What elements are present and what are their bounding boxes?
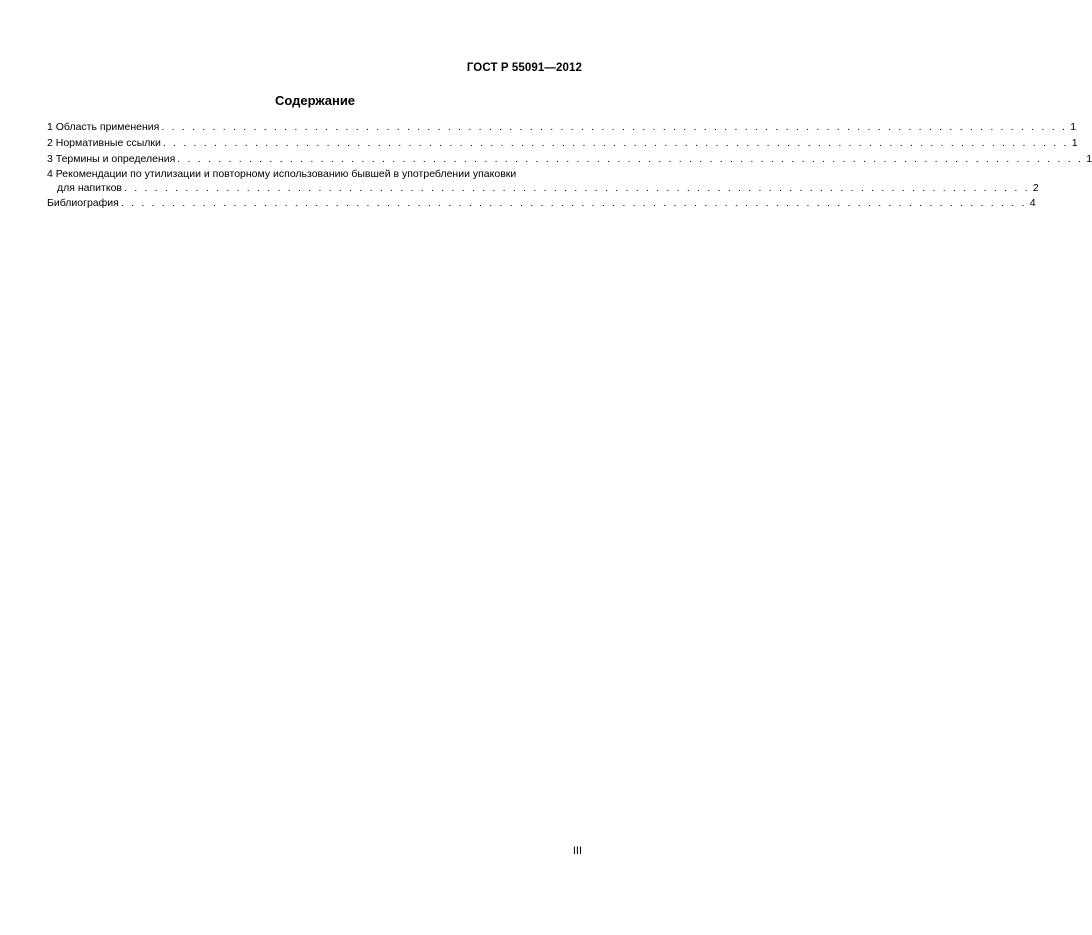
toc-leader-dots: . . . . . . . . . . . . . . . . . . . . . . . . . . . . . . . . . . . . . . . . . . . . . . . . . . . . . . . . . . . . . . . . . . . . . . . . . . . . . . . . . . . . . . . . . [177, 153, 1084, 165]
toc-leader-dots: . . . . . . . . . . . . . . . . . . . . . . . . . . . . . . . . . . . . . . . . . . . . . . . . . . . . . . . . . . . . . . . . . . . . . . . . . . . . . . . . . . . . . . . . . [123, 182, 1030, 194]
toc-entry-label-line1: 4 Рекомендации по утилизации и повторному использованию бывшей в употреблении упаковки [47, 168, 517, 180]
toc-entry-label: 2 Нормативные ссылки [47, 137, 161, 149]
toc-entry-page: 2 [1032, 182, 1039, 194]
toc-entry-label: Библиография [47, 197, 119, 209]
toc-leader-dots: . . . . . . . . . . . . . . . . . . . . . . . . . . . . . . . . . . . . . . . . . . . . . . . . . . . . . . . . . . . . . . . . . . . . . . . . . . . . . . . . . . . . . . . . . [161, 121, 1068, 133]
toc-entry-label: 1 Область применения [47, 121, 160, 133]
table-of-contents [47, 119, 1092, 211]
toc-title: Содержание [274, 93, 356, 108]
toc-entry-page: 1 [1070, 121, 1077, 133]
toc-entry-label: 3 Термины и определения [47, 153, 176, 165]
toc-leader-dots: . . . . . . . . . . . . . . . . . . . . . . . . . . . . . . . . . . . . . . . . . . . . . . . . . . . . . . . . . . . . . . . . . . . . . . . . . . . . . . . . . . . . . . . . . [162, 137, 1069, 149]
toc-entry-recommendations[interactable] [47, 167, 1039, 195]
toc-leader-dots: . . . . . . . . . . . . . . . . . . . . . . . . . . . . . . . . . . . . . . . . . . . . . . . . . . . . . . . . . . . . . . . . . . . . . . . . . . . . . . . . . . . . . . . . . [120, 197, 1027, 209]
page-number: III [572, 845, 582, 857]
toc-entry-label-line2: для напитков [57, 182, 122, 194]
toc-entry-terms[interactable] [47, 151, 1092, 167]
toc-entry-bibliography[interactable] [47, 195, 1036, 211]
toc-entry-normative-references[interactable] [47, 135, 1078, 151]
toc-entry-page: 4 [1029, 197, 1036, 209]
toc-entry-page: 1 [1086, 153, 1092, 165]
document-code: ГОСТ Р 55091—2012 [466, 62, 582, 74]
toc-entry-scope[interactable] [47, 119, 1077, 135]
toc-entry-page: 1 [1071, 137, 1078, 149]
